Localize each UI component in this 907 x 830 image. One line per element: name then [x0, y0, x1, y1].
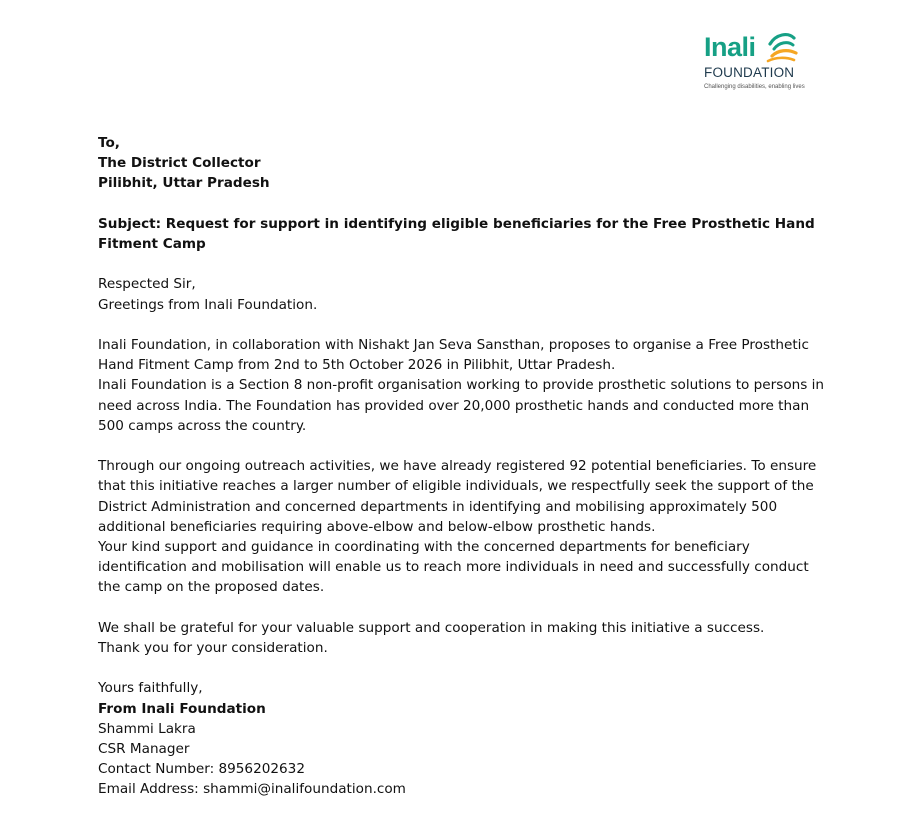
spacer	[98, 315, 830, 335]
signature-organisation: From Inali Foundation	[98, 700, 266, 717]
spacer	[98, 254, 830, 274]
letter-body	[98, 133, 830, 800]
spacer	[98, 598, 830, 618]
subject-line: Subject: Request for support in identifying eligible beneficiaries for the Free Prosthetic Hand Fitment Camp	[98, 215, 815, 252]
spacer	[98, 658, 830, 678]
address-to: To,	[98, 135, 120, 151]
spacer	[98, 436, 830, 456]
paragraph-outreach: Through our ongoing outreach activities, we have already registered 92 potential beneficiaries. To ensure that this initiative reaches a larger number of eligible individuals, we respectfully seek the support of the District Administration and concerned departments in identifying and mobilising approximately 500 additional beneficiaries requiring above-elbow and below-elbow prosthetic hands.	[98, 458, 817, 535]
address-recipient: The District Collector	[98, 155, 261, 172]
greeting: Greetings from Inali Foundation.	[98, 296, 318, 313]
logo-wordmark: Inali	[704, 32, 756, 62]
email-address: Email Address: shammi@inalifoundation.com	[98, 781, 406, 798]
paragraph-support-request: Your kind support and guidance in coordinating with the concerned departments for beneficiary identification and mobilisation will enable us to reach more individuals in need and successfully conduct the camp on the proposed dates.	[98, 539, 809, 596]
paragraph-camp-proposal: Inali Foundation, in collaboration with Nishakt Jan Seva Sansthan, proposes to organise a Free Prosthetic Hand Fitment Camp from 2nd to 5th October 2026 in Pilibhit, Uttar Pradesh.	[98, 336, 809, 374]
contact-number: Contact Number: 8956202632	[98, 761, 305, 778]
address-location: Pilibhit, Uttar Pradesh	[98, 175, 270, 192]
logo-tagline: Challenging disabilities, enabling lives	[704, 84, 805, 90]
valediction: Yours faithfully,	[98, 680, 203, 697]
paragraph-thanks: Thank you for your consideration.	[98, 640, 328, 656]
spacer	[98, 194, 830, 214]
logo-subtitle: FOUNDATION	[704, 65, 795, 80]
paragraph-foundation-intro: Inali Foundation is a Section 8 non-profit organisation working to provide prosthetic solutions to persons in need across India. The Foundation has provided over 20,000 prosthetic hands and conducted more than 500 camps across the country.	[98, 377, 825, 434]
paragraph-gratitude: We shall be grateful for your valuable support and cooperation in making this initiative a success.	[98, 619, 765, 636]
hands-icon	[764, 30, 800, 64]
salutation: Respected Sir,	[98, 276, 196, 293]
inali-foundation-logo	[700, 28, 820, 98]
signatory-title: CSR Manager	[98, 741, 190, 757]
signatory-name: Shammi Lakra	[98, 720, 196, 737]
